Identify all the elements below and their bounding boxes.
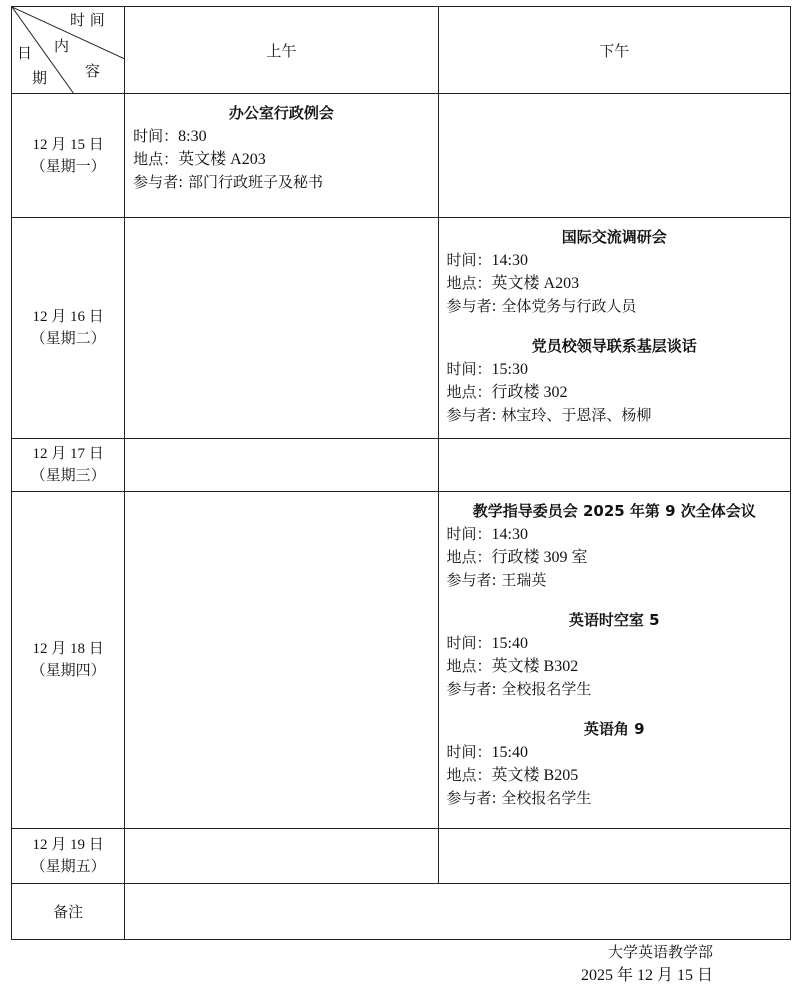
date-label: 12 月 18 日 <box>32 641 104 657</box>
event-attendees-line <box>447 404 782 427</box>
day-row <box>12 218 791 439</box>
event-time-value: 14:30 <box>491 252 528 269</box>
morning-cell <box>125 829 438 884</box>
event-time-value: 15:30 <box>491 361 528 378</box>
event-place-line <box>447 546 782 569</box>
event-attendees-line <box>447 295 782 318</box>
event-block <box>439 318 790 427</box>
afternoon-cell <box>438 439 790 492</box>
event-time-line <box>447 632 782 655</box>
event-attendees-value: 全校报名学生 <box>501 680 592 698</box>
event-time-label: 时间： <box>446 743 492 761</box>
event-time-line <box>447 358 782 381</box>
date-cell <box>12 218 125 439</box>
event-attendees-label: 参与者: <box>446 789 502 807</box>
event-place-label: 地点： <box>446 766 492 784</box>
event-place-label: 地点： <box>446 383 492 401</box>
event-attendees-value: 林宝玲、于恩泽、杨柳 <box>501 406 652 424</box>
event-attendees-label: 参与者: <box>446 297 502 315</box>
corner-date-label-b: 期 <box>32 69 48 87</box>
event-attendees-line <box>447 569 782 592</box>
weekday-label: （星期五） <box>30 859 106 875</box>
event-place-value: 行政楼 309 室 <box>491 549 588 566</box>
event-time-value: 8:30 <box>178 128 207 145</box>
date-label: 12 月 16 日 <box>32 309 104 325</box>
event-place-value: 英文楼 A203 <box>491 275 580 292</box>
morning-cell <box>125 218 438 439</box>
footer-date: 2025 年 12 月 15 日 <box>580 967 713 984</box>
event-time-line <box>447 249 782 272</box>
weekly-schedule-table <box>11 6 791 940</box>
event-title: 党员校领导联系基层谈话 <box>531 337 697 355</box>
event-place-label: 地点： <box>133 150 179 168</box>
event-attendees-line <box>447 787 782 810</box>
event-time-label: 时间： <box>133 127 179 145</box>
event-place-value: 行政楼 302 <box>491 384 568 401</box>
event-time-label: 时间： <box>446 525 492 543</box>
event-time-label: 时间： <box>446 634 492 652</box>
corner-content-label-b: 容 <box>85 62 101 80</box>
day-row <box>12 829 791 884</box>
morning-cell <box>125 439 438 492</box>
event-title: 办公室行政例会 <box>228 104 334 122</box>
corner-content-label-a: 内 <box>54 37 70 55</box>
event-title: 教学指导委员会 2025 年第 9 次全体会议 <box>472 502 756 520</box>
event-place-value: 英文楼 B205 <box>491 767 579 784</box>
weekday-label: （星期一） <box>30 158 106 175</box>
event-block <box>439 592 790 701</box>
notes-value <box>125 884 791 940</box>
afternoon-cell <box>438 94 790 218</box>
afternoon-cell <box>438 829 790 884</box>
morning-cell <box>125 94 438 218</box>
event-attendees-value: 部门行政班子及秘书 <box>187 173 323 191</box>
afternoon-header: 下午 <box>438 7 790 94</box>
weekday-label: （星期四） <box>30 663 106 679</box>
event-attendees-label: 参与者: <box>446 406 502 424</box>
notes-label: 备注 <box>12 884 125 940</box>
date-label: 12 月 17 日 <box>32 446 104 462</box>
morning-header: 上午 <box>125 7 438 94</box>
date-cell <box>12 94 125 218</box>
diagonal-header-cell <box>12 7 125 94</box>
event-block <box>439 492 790 592</box>
event-time-value: 14:30 <box>491 526 528 543</box>
date-label: 12 月 19 日 <box>32 837 104 853</box>
event-place-label: 地点： <box>446 548 492 566</box>
event-time-label: 时间： <box>446 360 492 378</box>
footer-organization: 大学英语教学部 <box>607 943 713 961</box>
event-block <box>125 94 437 194</box>
event-block <box>439 218 790 318</box>
event-title: 国际交流调研会 <box>561 228 667 246</box>
event-attendees-value: 王瑞英 <box>501 571 547 589</box>
date-cell <box>12 439 125 492</box>
event-title: 英语时空室 5 <box>568 611 660 629</box>
event-time-line <box>447 741 782 764</box>
event-time-value: 15:40 <box>491 635 528 652</box>
date-label: 12 月 15 日 <box>32 136 104 153</box>
event-title: 英语角 9 <box>583 720 645 738</box>
day-row <box>12 492 791 829</box>
date-cell <box>12 829 125 884</box>
weekday-label: （星期二） <box>30 331 106 347</box>
event-place-label: 地点： <box>446 274 492 292</box>
afternoon-cell <box>438 492 790 829</box>
event-place-line <box>133 148 429 171</box>
event-place-value: 英文楼 B302 <box>491 658 579 675</box>
event-place-value: 英文楼 A203 <box>178 151 266 168</box>
event-time-line <box>133 125 429 148</box>
afternoon-cell <box>438 218 790 439</box>
header-row <box>12 7 791 94</box>
event-block <box>439 701 790 810</box>
notes-row <box>12 884 791 940</box>
corner-time-label: 时 间 <box>70 11 105 29</box>
event-time-line <box>447 523 782 546</box>
event-place-label: 地点： <box>446 657 492 675</box>
event-time-label: 时间： <box>446 251 492 269</box>
day-row <box>12 439 791 492</box>
event-place-line <box>447 655 782 678</box>
weekday-label: （星期三） <box>30 468 106 484</box>
date-cell <box>12 492 125 829</box>
corner-date-label-a: 日 <box>17 44 33 62</box>
morning-cell <box>125 492 438 829</box>
event-time-value: 15:40 <box>491 744 528 761</box>
day-row <box>12 94 791 218</box>
event-attendees-label: 参与者: <box>446 571 502 589</box>
event-attendees-value: 全体党务与行政人员 <box>501 297 637 315</box>
event-place-line <box>447 272 782 295</box>
event-attendees-line <box>447 678 782 701</box>
event-attendees-label: 参与者: <box>133 173 188 191</box>
event-attendees-line <box>133 171 429 194</box>
event-attendees-label: 参与者: <box>446 680 502 698</box>
event-place-line <box>447 764 782 787</box>
event-place-line <box>447 381 782 404</box>
event-attendees-value: 全校报名学生 <box>501 789 592 807</box>
